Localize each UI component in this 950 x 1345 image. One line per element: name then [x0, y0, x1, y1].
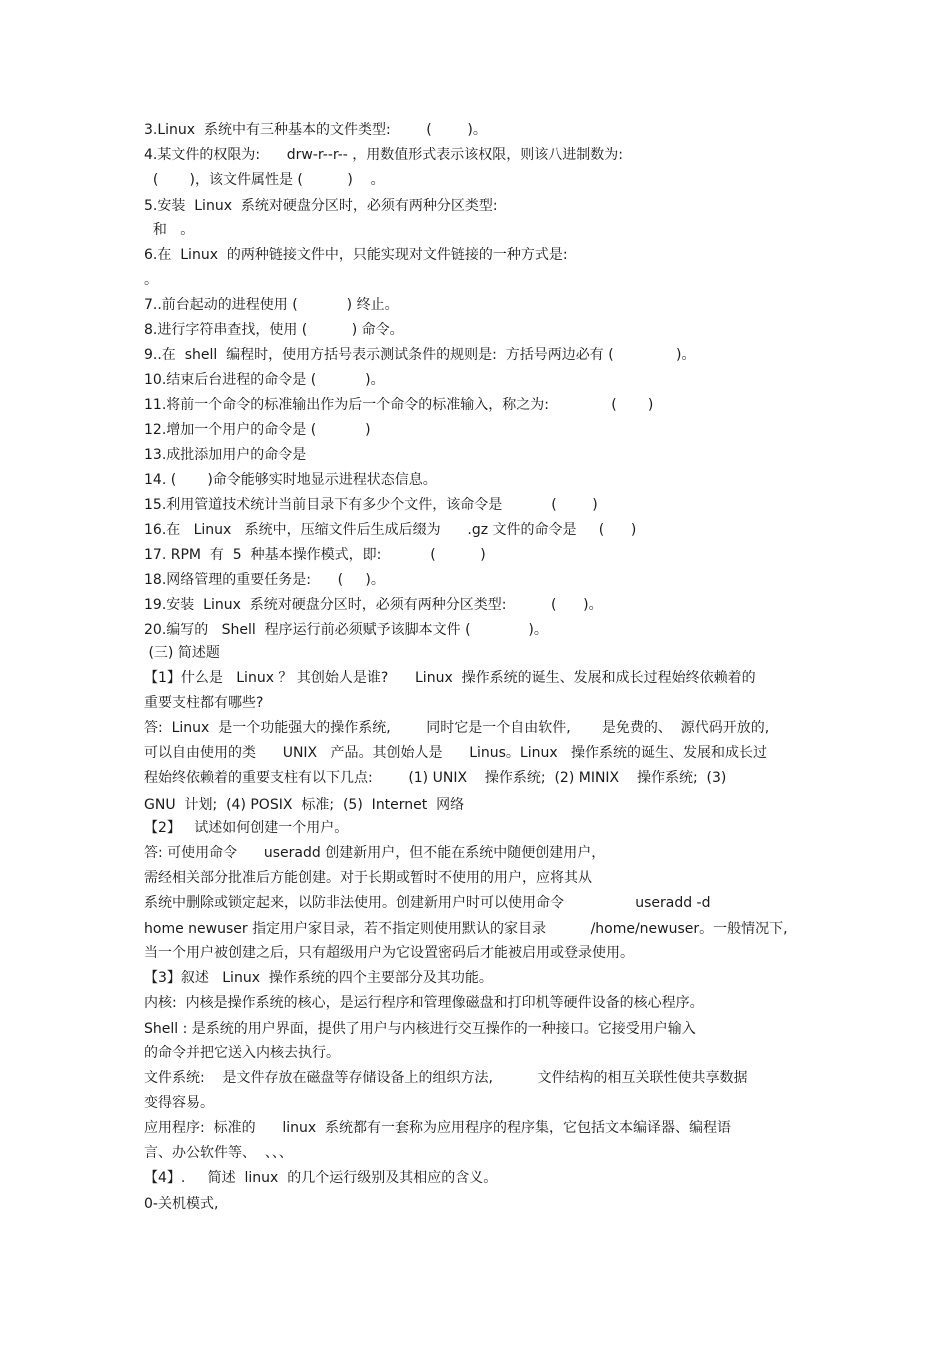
text-line-q12: 12.增加一个用户的命令是 ( ) — [144, 422, 371, 438]
text-line-sa3-filesystem: 文件系统: 是文件存放在磁盘等存储设备上的组织方法, 文件结构的相互关联性使共享数据 — [144, 1070, 748, 1086]
text-line-q17: 17. RPM 有 5 种基本操作模式，即: ( ) — [144, 547, 486, 563]
text-line-q4-cont: ( )，该文件属性是 ( ) 。 — [144, 172, 385, 188]
text-line-sa2-answer-4: home newuser 指定用户家目录，若不指定则使用默认的家目录 /home/newuser。一般情况下, — [144, 921, 788, 937]
text-line-sa3-shell-cont: 的命令并把它送入内核去执行。 — [144, 1045, 340, 1061]
text-line-sa1-question-cont: 重要支柱都有哪些? — [144, 695, 264, 711]
text-line-q14: 14. ( )命令能够实时地显示进程状态信息。 — [144, 472, 437, 488]
text-line-sa2-question: 【2】 试述如何创建一个用户。 — [144, 820, 349, 836]
text-line-sa3-applications: 应用程序: 标准的 linux 系统都有一套称为应用程序的程序集，它包括文本编译器、编程语 — [144, 1120, 732, 1136]
text-line-q9: 9..在 shell 编程时，使用方括号表示测试条件的规则是: 方括号两边必有 ( )。 — [144, 347, 696, 363]
text-line-q6-cont: 。 — [144, 272, 158, 288]
section-heading-short-answer: (三) 简述题 — [144, 645, 220, 661]
text-line-q5-cont: 和 。 — [144, 222, 195, 238]
text-line-q6: 6.在 Linux 的两种链接文件中，只能实现对文件链接的一种方式是: — [144, 247, 568, 263]
text-line-q18: 18.网络管理的重要任务是: ( )。 — [144, 572, 385, 588]
text-line-sa2-answer-2: 需经相关部分批准后方能创建。对于长期或暂时不使用的用户，应将其从 — [144, 870, 592, 886]
text-line-q5: 5.安装 Linux 系统对硬盘分区时，必须有两种分区类型: — [144, 198, 498, 214]
text-line-q13: 13.成批添加用户的命令是 — [144, 447, 307, 463]
text-line-q11: 11.将前一个命令的标准输出作为后一个命令的标准输入，称之为: ( ) — [144, 397, 654, 413]
text-line-sa3-kernel: 内核: 内核是操作系统的核心，是运行程序和管理像磁盘和打印机等硬件设备的核心程序。 — [144, 995, 704, 1011]
text-line-sa3-applications-cont: 言、办公软件等、 、、、 — [144, 1145, 293, 1161]
text-line-sa2-answer-3: 系统中删除或锁定起来，以防非法使用。创建新用户时可以使用命令 useradd -d — [144, 895, 711, 911]
text-line-sa1-answer-2: 可以自由使用的类 UNIX 产品。其创始人是 Linus。Linux 操作系统的诞生、发展和成长过 — [144, 745, 767, 761]
text-line-sa1-question: 【1】什么是 Linux ？ 其创始人是谁? Linux 操作系统的诞生、发展和成长过程始终依赖着的 — [144, 670, 756, 686]
text-line-sa2-answer-5: 当一个用户被创建之后，只有超级用户为它设置密码后才能被启用或登录使用。 — [144, 945, 634, 961]
text-line-sa1-answer-1: 答: Linux 是一个功能强大的操作系统, 同时它是一个自由软件, 是免费的、 源代码开放的, — [144, 720, 770, 736]
text-line-q16: 16.在 Linux 系统中，压缩文件后生成后缀为 .gz 文件的命令是 ( ) — [144, 522, 637, 538]
text-line-q8: 8.进行字符串查找，使用 ( ) 命令。 — [144, 322, 404, 338]
text-line-sa4-level0: 0-关机模式, — [144, 1196, 219, 1212]
text-line-q20: 20.编写的 Shell 程序运行前必须赋予该脚本文件 ( )。 — [144, 622, 548, 638]
text-line-q10: 10.结束后台进程的命令是 ( )。 — [144, 372, 385, 388]
text-line-sa3-question: 【3】叙述 Linux 操作系统的四个主要部分及其功能。 — [144, 970, 493, 986]
text-line-sa1-answer-3: 程始终依赖着的重要支柱有以下几点: (1) UNIX 操作系统; (2) MINIX 操作系统; (3) — [144, 770, 727, 786]
text-line-sa3-filesystem-cont: 变得容易。 — [144, 1095, 214, 1111]
text-line-q15: 15.利用管道技术统计当前目录下有多少个文件，该命令是 ( ) — [144, 497, 598, 513]
text-line-sa4-question: 【4】. 简述 linux 的几个运行级别及其相应的含义。 — [144, 1170, 498, 1186]
text-line-sa2-answer-1: 答: 可使用命令 useradd 创建新用户，但不能在系统中随便创建用户， — [144, 845, 606, 861]
text-line-sa3-shell: Shell : 是系统的用户界面，提供了用户与内核进行交互操作的一种接口。它接受用户输入 — [144, 1021, 696, 1037]
text-line-q3: 3.Linux 系统中有三种基本的文件类型: ( )。 — [144, 122, 487, 138]
text-line-sa1-answer-4: GNU 计划; (4) POSIX 标准; (5) Internet 网络 — [144, 797, 465, 813]
text-line-q7: 7..前台起动的进程使用 ( ) 终止。 — [144, 297, 399, 313]
text-line-q19: 19.安装 Linux 系统对硬盘分区时，必须有两种分区类型: ( )。 — [144, 597, 603, 613]
text-line-q4: 4.某文件的权限为: drw-r--r-- ，用数值形式表示该权限，则该八进制数为: — [144, 147, 624, 163]
